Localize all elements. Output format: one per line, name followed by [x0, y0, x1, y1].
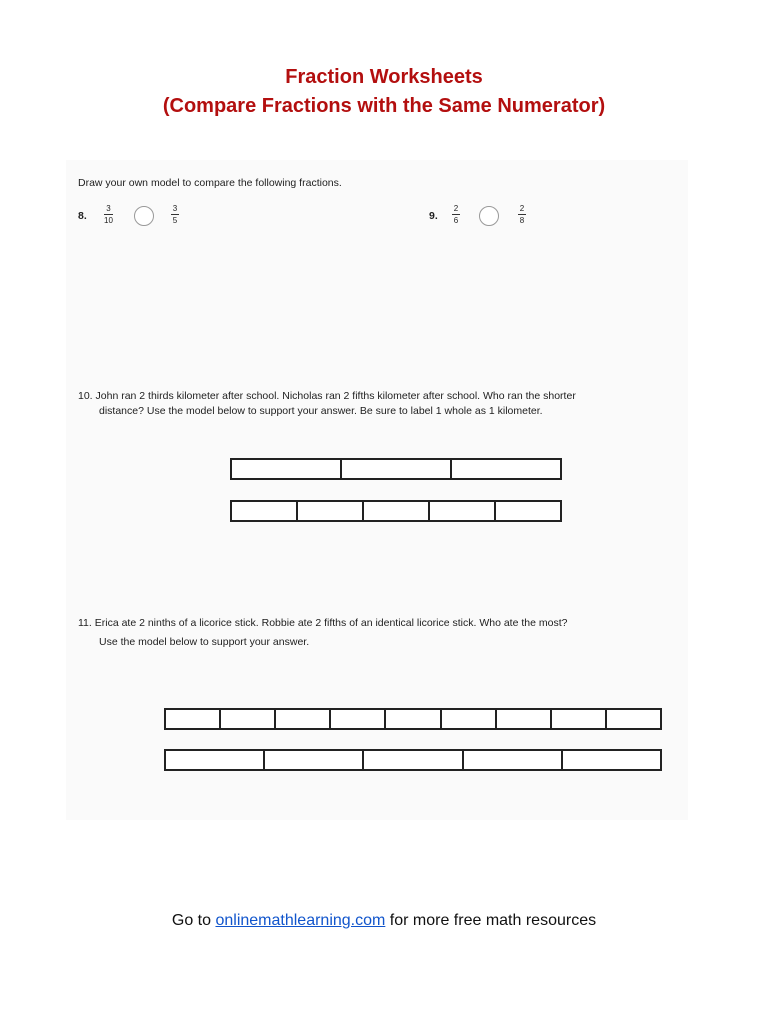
denominator: 10 — [104, 216, 113, 225]
model-part[interactable] — [497, 710, 552, 728]
fraction-bar — [171, 214, 179, 215]
model-part[interactable] — [496, 502, 560, 520]
model-part[interactable] — [265, 751, 364, 769]
model-part[interactable] — [430, 502, 496, 520]
page-subtitle: (Compare Fractions with the Same Numerator) — [162, 95, 606, 117]
numerator: 3 — [172, 204, 178, 213]
model-part[interactable] — [221, 710, 276, 728]
problem-9-right-fraction — [518, 204, 526, 225]
model-part[interactable] — [298, 502, 364, 520]
footer-link[interactable]: onlinemathlearning.com — [215, 912, 386, 929]
model-part[interactable] — [452, 460, 560, 478]
model-part[interactable] — [331, 710, 386, 728]
numerator: 2 — [453, 204, 459, 213]
model-part[interactable] — [232, 502, 298, 520]
problem-10-model-thirds[interactable] — [230, 458, 562, 480]
model-part[interactable] — [342, 460, 452, 478]
denominator: 5 — [172, 216, 178, 225]
problem-10-model-fifths[interactable] — [230, 500, 562, 522]
intro-instructions: Draw your own model to compare the following fractions. — [78, 177, 342, 189]
model-part[interactable] — [464, 751, 563, 769]
model-part[interactable] — [232, 460, 342, 478]
model-part[interactable] — [166, 710, 221, 728]
numerator: 2 — [519, 204, 525, 213]
model-part[interactable] — [276, 710, 331, 728]
fraction-bar — [104, 214, 113, 215]
problem-11-model-ninths[interactable] — [164, 708, 662, 730]
problem-11-text-line2: Use the model below to support your answer. — [99, 636, 310, 648]
model-part[interactable] — [364, 502, 430, 520]
footer-suffix: for more free math resources — [385, 912, 597, 929]
model-part[interactable] — [166, 751, 265, 769]
model-part[interactable] — [386, 710, 441, 728]
model-part[interactable] — [607, 710, 660, 728]
problem-9-compare-circle[interactable] — [479, 206, 499, 226]
model-part[interactable] — [442, 710, 497, 728]
problem-8-compare-circle[interactable] — [134, 206, 154, 226]
footer-prefix: Go to — [171, 912, 216, 929]
problem-8-number: 8. — [78, 210, 87, 222]
page-title: Fraction Worksheets — [285, 66, 483, 88]
model-part[interactable] — [563, 751, 660, 769]
footer — [0, 912, 768, 930]
denominator: 6 — [453, 216, 459, 225]
fraction-bar — [518, 214, 526, 215]
model-part[interactable] — [364, 751, 463, 769]
problem-11-model-fifths[interactable] — [164, 749, 662, 771]
denominator: 8 — [519, 216, 525, 225]
fraction-bar — [452, 214, 460, 215]
problem-10-text-line2: distance? Use the model below to support your answer. Be sure to label 1 whole as 1 kilometer. — [99, 405, 543, 417]
numerator: 3 — [106, 204, 111, 213]
model-part[interactable] — [552, 710, 607, 728]
problem-11-text-line1: 11. Erica ate 2 ninths of a licorice stick. Robbie ate 2 fifths of an identical licorice stick. Who ate the most? — [78, 617, 568, 629]
problem-8-left-fraction — [104, 204, 113, 225]
problem-8-right-fraction — [171, 204, 179, 225]
problem-9-number: 9. — [429, 210, 438, 222]
problem-9-left-fraction — [452, 204, 460, 225]
problem-10-text-line1: 10. John ran 2 thirds kilometer after school. Nicholas ran 2 fifths kilometer after school. Who ran the shorter — [78, 390, 576, 402]
